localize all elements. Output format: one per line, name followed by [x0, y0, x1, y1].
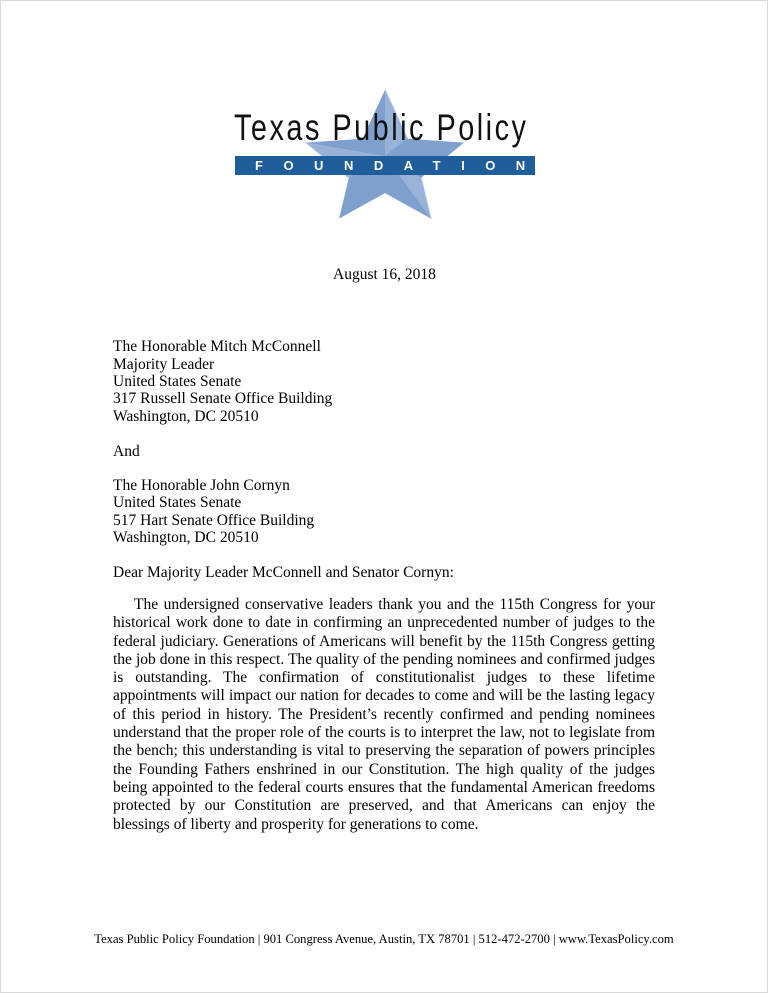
logo-wordmark: Texas Public Policy: [234, 107, 529, 148]
letter-date: August 16, 2018: [333, 266, 436, 283]
recipient2-name: The Honorable John Cornyn: [113, 477, 290, 494]
recipient2-city: Washington, DC 20510: [113, 529, 259, 546]
recipient1-street: 317 Russell Senate Office Building: [113, 390, 333, 407]
conjunction: And: [113, 443, 140, 460]
letter-body-paragraph: The undersigned conservative leaders thank you and the 115th Congress for your historical work done to date in confirming an unprecedented number of judges to the federal judiciary. Generations of Americans will benefit by the 115th Congress getting the job done in this respect. The quality of the pending nominees and confirmed judges is outstanding. The confirmation of constitutionalist judges to these lifetime appointments will impact our nation for decades to come and will be the lasting legacy of this period in history. The President’s recently confirmed and pending nominees understand that the proper role of the courts is to interpret the law, not to legislate from the bench; this understanding is vital to preserving the separation of powers principles the Founding Fathers enshrined in our Constitution. The high quality of the judges being appointed to the federal courts ensures that the fundamental American freedoms protected by our Constitution are preserved, and that Americans can enjoy the blessings of liberty and prosperity for generations to come.: [113, 596, 655, 833]
organization-logo: [210, 86, 560, 221]
recipient1-org: United States Senate: [113, 373, 242, 390]
salutation: Dear Majority Leader McConnell and Senator Cornyn:: [113, 564, 454, 581]
recipient1-name: The Honorable Mitch McConnell: [113, 338, 321, 355]
recipient2-street: 517 Hart Senate Office Building: [113, 512, 315, 529]
page-footer: Texas Public Policy Foundation | 901 Congress Avenue, Austin, TX 78701 | 512-472-2700 | www.TexasPolicy.com: [94, 932, 674, 946]
logo-subtitle: FOUNDATION: [255, 158, 546, 173]
recipient1-city: Washington, DC 20510: [113, 408, 259, 425]
recipient2-org: United States Senate: [113, 494, 242, 511]
recipient1-title: Majority Leader: [113, 356, 215, 373]
